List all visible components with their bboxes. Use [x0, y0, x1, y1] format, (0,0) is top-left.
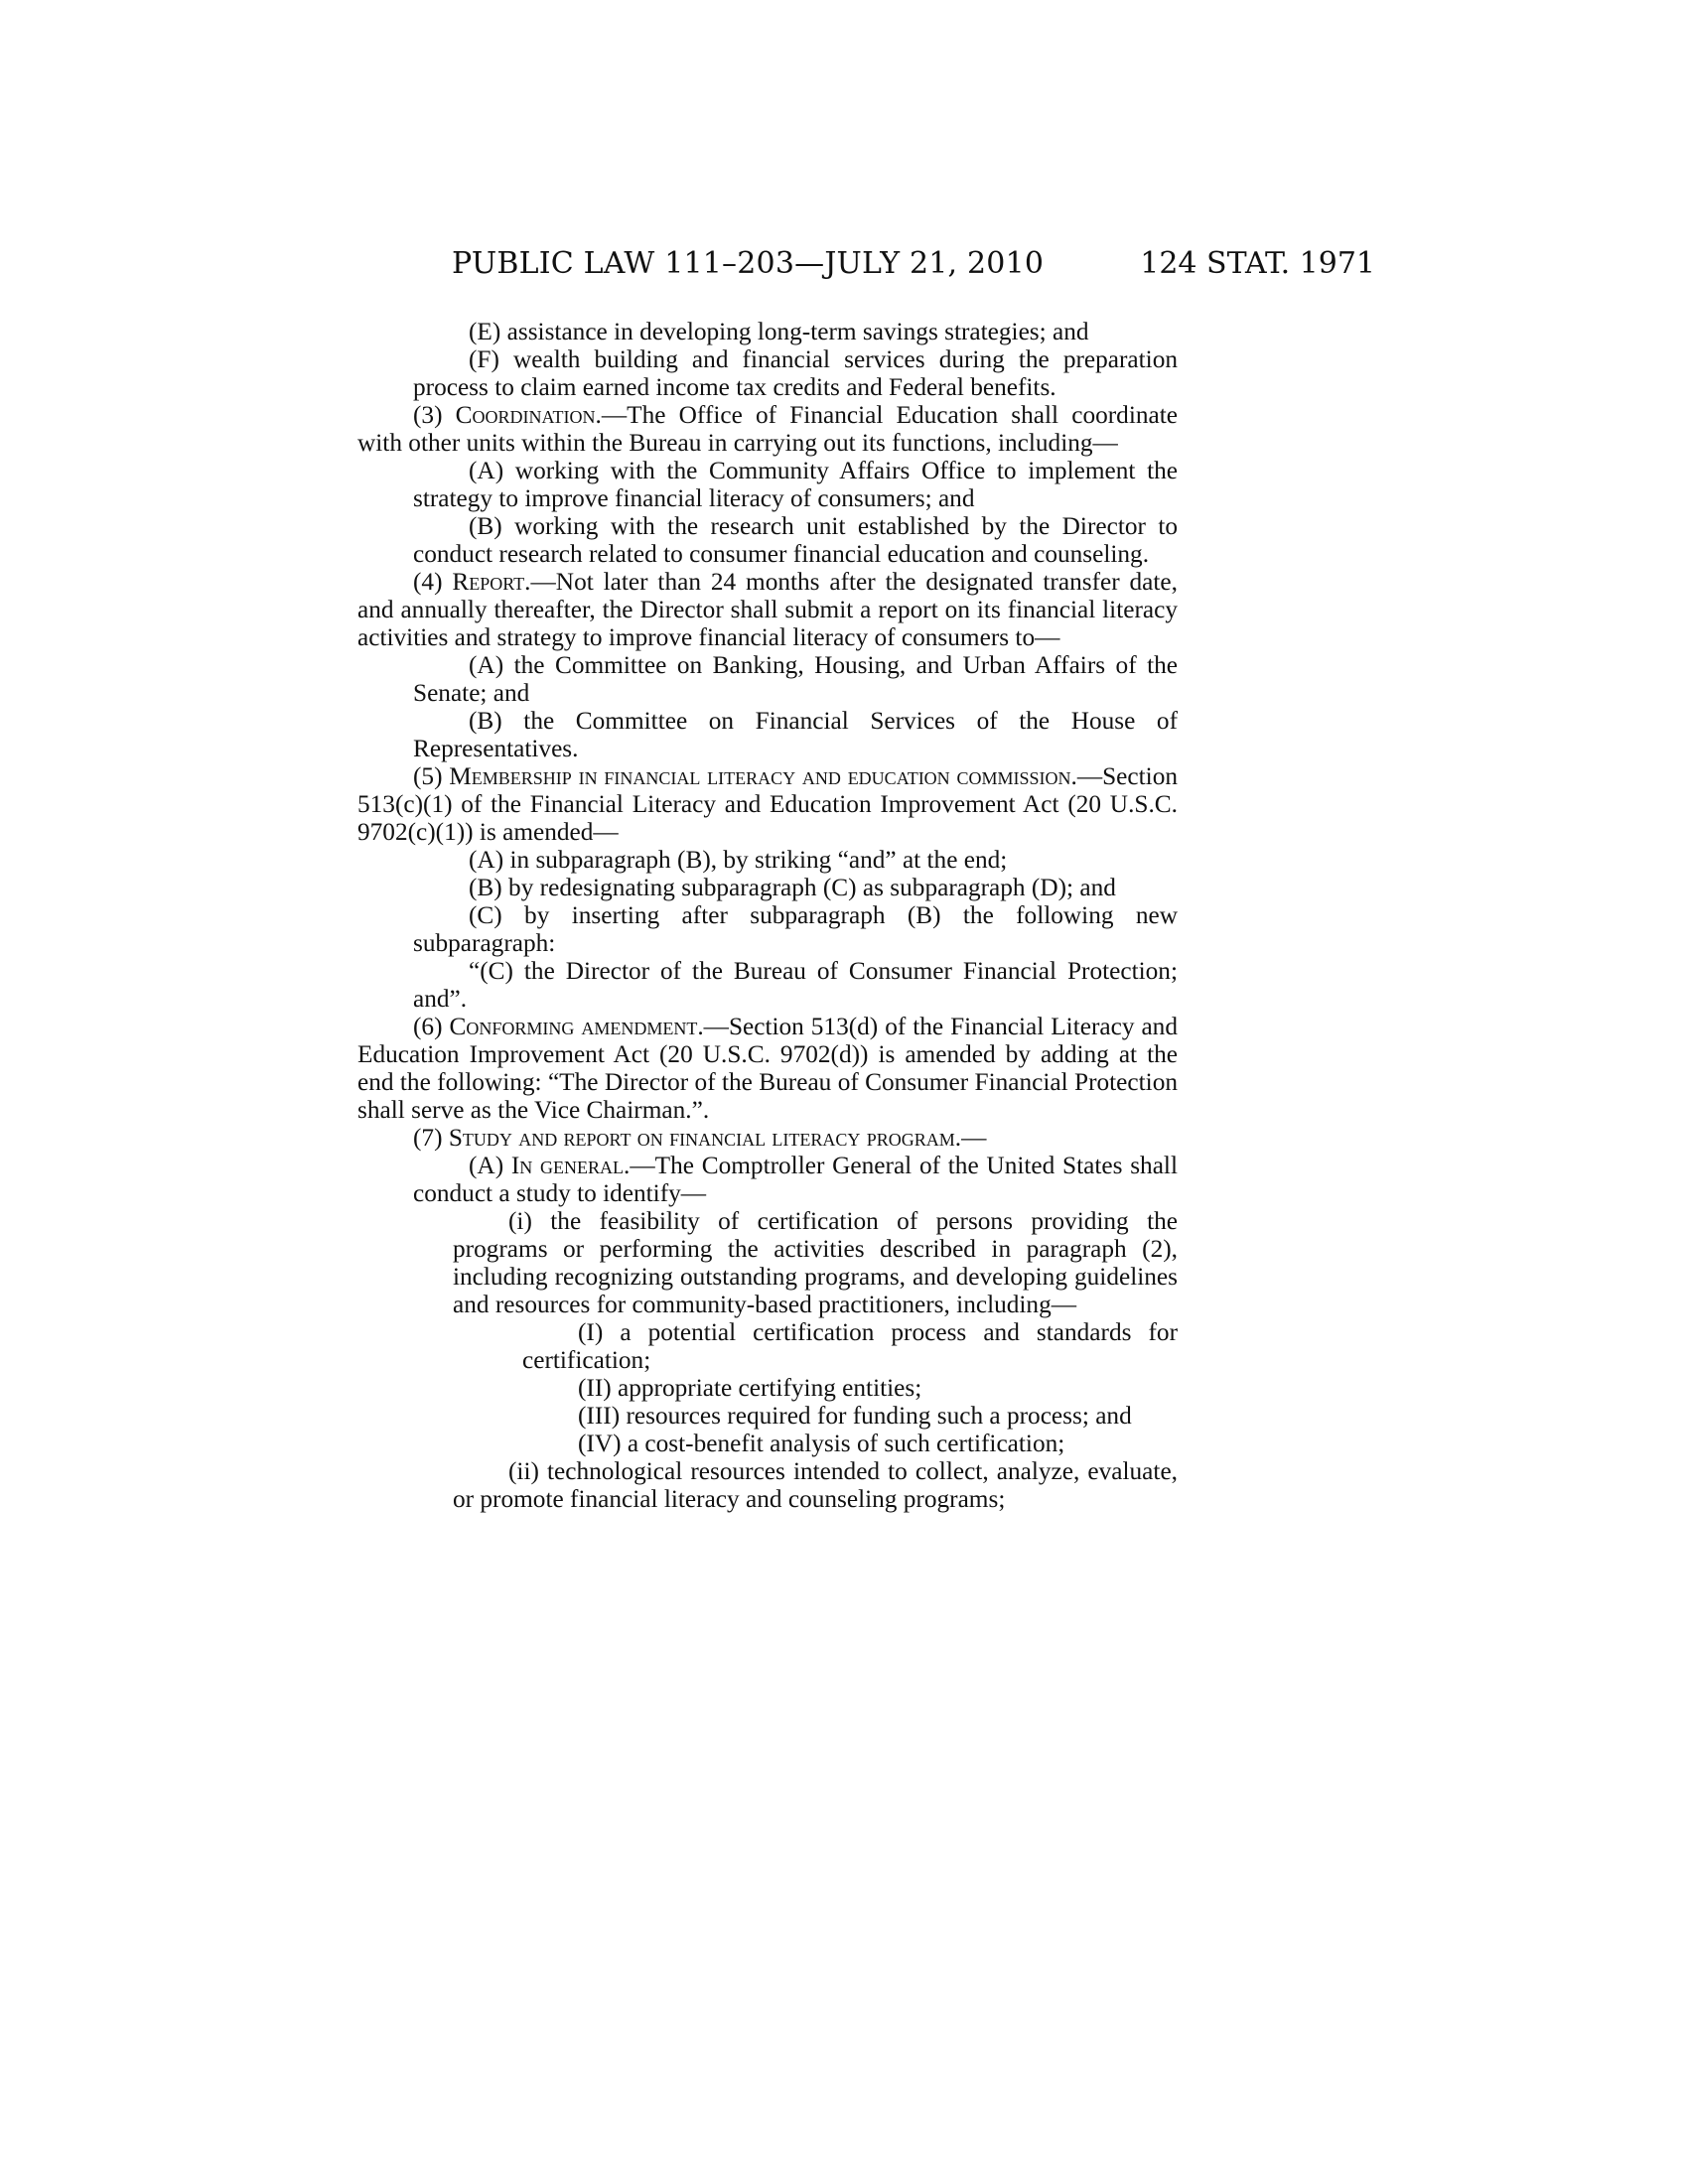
- document-body: [357, 318, 1178, 1513]
- paragraph-4-report: (4) Report.—Not later than 24 months after the designated transfer date, and annually thereafter, the Director shall submit a report on its financial literacy activities and strategy to improve financial literacy of consumers to—: [357, 568, 1178, 651]
- paragraph-7-study: (7) Study and report on financial literacy program.—: [413, 1124, 987, 1152]
- paragraph-7A-i-IV: (IV) a cost-benefit analysis of such certification;: [578, 1430, 1065, 1457]
- paragraph-5C-quoted: “(C) the Director of the Bureau of Consumer Financial Protection; and”.: [413, 957, 1178, 1013]
- heading-membership: (5) Membership in financial literacy and education commission.: [413, 762, 1077, 790]
- paragraph-7A-ii: (ii) technological resources intended to collect, analyze, evaluate, or promote financial literacy and counseling programs;: [453, 1457, 1178, 1513]
- paragraph-5-membership: (5) Membership in financial literacy and education commission.—Section 513(c)(1) of the Financial Literacy and Education Improvement Act (20 U.S.C. 9702(c)(1)) is amended—: [357, 762, 1178, 846]
- paragraph-5B: (B) by redesignating subparagraph (C) as subparagraph (D); and: [469, 874, 1116, 901]
- paragraph-F: (F) wealth building and financial services during the preparation process to claim earned income tax credits and Federal benefits.: [413, 345, 1178, 401]
- paragraph-3B: (B) working with the research unit established by the Director to conduct research related to consumer financial education and counseling.: [413, 512, 1178, 568]
- heading-report: (4) Report.: [413, 568, 531, 596]
- paragraph-7A-i-I: (I) a potential certification process and standards for certification;: [522, 1318, 1178, 1374]
- paragraph-4B: (B) the Committee on Financial Services of the House of Representatives.: [413, 707, 1178, 762]
- paragraph-7A-i-III: (III) resources required for funding such a process; and: [578, 1402, 1132, 1430]
- paragraph-3-coordination: (3) Coordination.—The Office of Financial Education shall coordinate with other units within the Bureau in carrying out its functions, including—: [357, 401, 1178, 457]
- paragraph-6-conforming: (6) Conforming amendment.—Section 513(d) of the Financial Literacy and Education Improvement Act (20 U.S.C. 9702(d)) is amended by adding at the end the following: “The Director of the Bureau of Consumer Financial Protection shall serve as the Vice Chairman.”.: [357, 1013, 1178, 1124]
- paragraph-7A-i: (i) the feasibility of certification of persons providing the programs or performing the activities described in paragraph (2), including recognizing outstanding programs, and developing guidelines and resources for community-based practitioners, including—: [453, 1207, 1178, 1318]
- paragraph-7A: (A) In general.—The Comptroller General of the United States shall conduct a study to identify—: [413, 1152, 1178, 1207]
- heading-coordination: (3) Coordination.: [413, 401, 602, 429]
- page-header: [452, 246, 1375, 290]
- header-law-citation: PUBLIC LAW 111–203—JULY 21, 2010: [452, 246, 1045, 281]
- paragraph-3A: (A) working with the Community Affairs Office to implement the strategy to improve financial literacy of consumers; and: [413, 457, 1178, 512]
- paragraph-7A-i-II: (II) appropriate certifying entities;: [578, 1374, 922, 1402]
- heading-study: (7) Study and report on financial literacy program.: [413, 1124, 962, 1152]
- heading-conforming: (6) Conforming amendment.: [413, 1013, 704, 1040]
- paragraph-E: (E) assistance in developing long-term savings strategies; and: [469, 318, 1089, 345]
- paragraph-5C: (C) by inserting after subparagraph (B) the following new subparagraph:: [413, 901, 1178, 957]
- header-statute-page: 124 STAT. 1971: [1140, 246, 1375, 281]
- paragraph-4A: (A) the Committee on Banking, Housing, and Urban Affairs of the Senate; and: [413, 651, 1178, 707]
- paragraph-5A: (A) in subparagraph (B), by striking “and” at the end;: [469, 846, 1008, 874]
- heading-in-general: (A) In general.: [469, 1152, 631, 1179]
